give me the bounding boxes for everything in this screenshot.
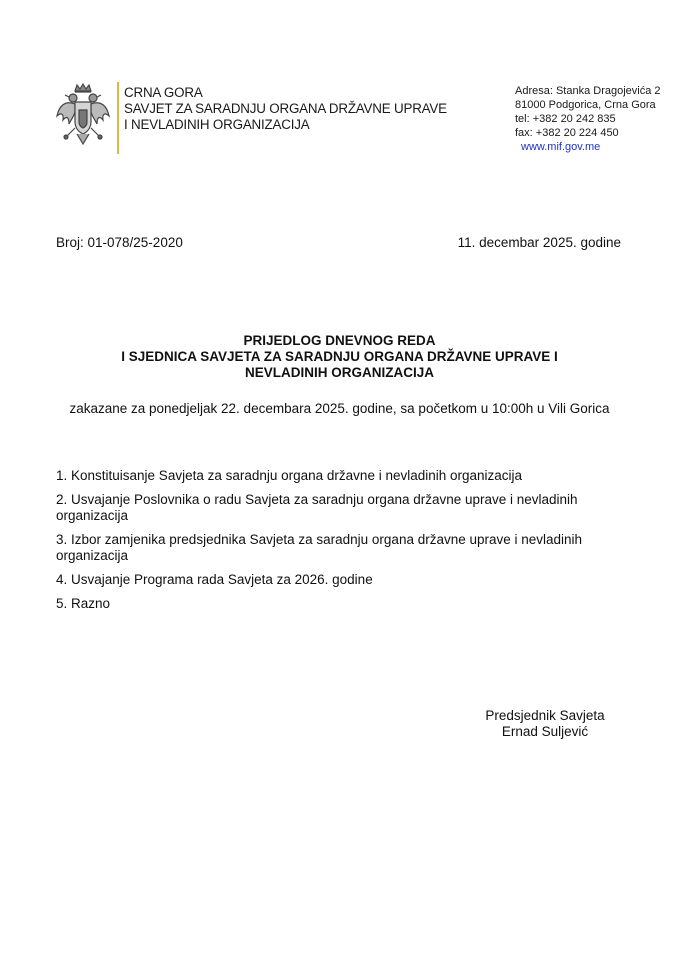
header-divider bbox=[117, 82, 119, 154]
document-title bbox=[56, 333, 623, 381]
title-line-3: NEVLADINIH ORGANIZACIJA bbox=[244, 365, 434, 380]
signature-block bbox=[470, 708, 620, 740]
document-date: 11. decembar 2025. godine bbox=[457, 235, 621, 250]
organization-name bbox=[124, 85, 447, 133]
website-link[interactable]: www.mif.gov.me bbox=[521, 141, 601, 153]
agenda-item: 3. Izbor zamjenika predsjednika Savjeta za saradnju organa državne uprave i nevladinih organizacija bbox=[56, 532, 583, 563]
agenda-item: 5. Razno bbox=[56, 596, 111, 611]
address-line-2: 81000 Podgorica, Crna Gora bbox=[515, 99, 656, 111]
coat-of-arms-icon bbox=[55, 82, 111, 148]
org-line-ngo: I NEVLADINIH ORGANIZACIJA bbox=[124, 117, 310, 132]
fax-number: fax: +382 20 224 450 bbox=[515, 127, 619, 139]
contact-block bbox=[515, 84, 661, 154]
address-line-1: Adresa: Stanka Dragojevića 2 bbox=[515, 85, 661, 97]
org-line-country: CRNA GORA bbox=[124, 85, 203, 100]
agenda-item: 4. Usvajanje Programa rada Savjeta za 2026. godine bbox=[56, 572, 373, 587]
title-line-2: I SJEDNICA SAVJETA ZA SARADNJU ORGANA DRŽAVNE UPRAVE I bbox=[121, 349, 558, 364]
meeting-details: zakazane za ponedjeljak 22. decembara 2025. godine, sa početkom u 10:00h u Vili Gorica bbox=[69, 401, 610, 416]
reference-number: Broj: 01-078/25-2020 bbox=[56, 235, 183, 250]
agenda-item: 2. Usvajanje Poslovnika o radu Savjeta za saradnju organa državne uprave i nevladinih organizacija bbox=[56, 492, 578, 523]
org-line-council: SAVJET ZA SARADNJU ORGANA DRŽAVNE UPRAVE bbox=[124, 101, 447, 116]
title-line-1: PRIJEDLOG DNEVNOG REDA bbox=[243, 333, 436, 348]
agenda-list bbox=[56, 468, 631, 620]
signature-role: Predsjednik Savjeta bbox=[485, 708, 605, 723]
phone-number: tel: +382 20 242 835 bbox=[515, 113, 616, 125]
agenda-item: 1. Konstituisanje Savjeta za saradnju organa državne i nevladinih organizacija bbox=[56, 468, 523, 483]
signature-name: Ernad Suljević bbox=[501, 724, 589, 739]
